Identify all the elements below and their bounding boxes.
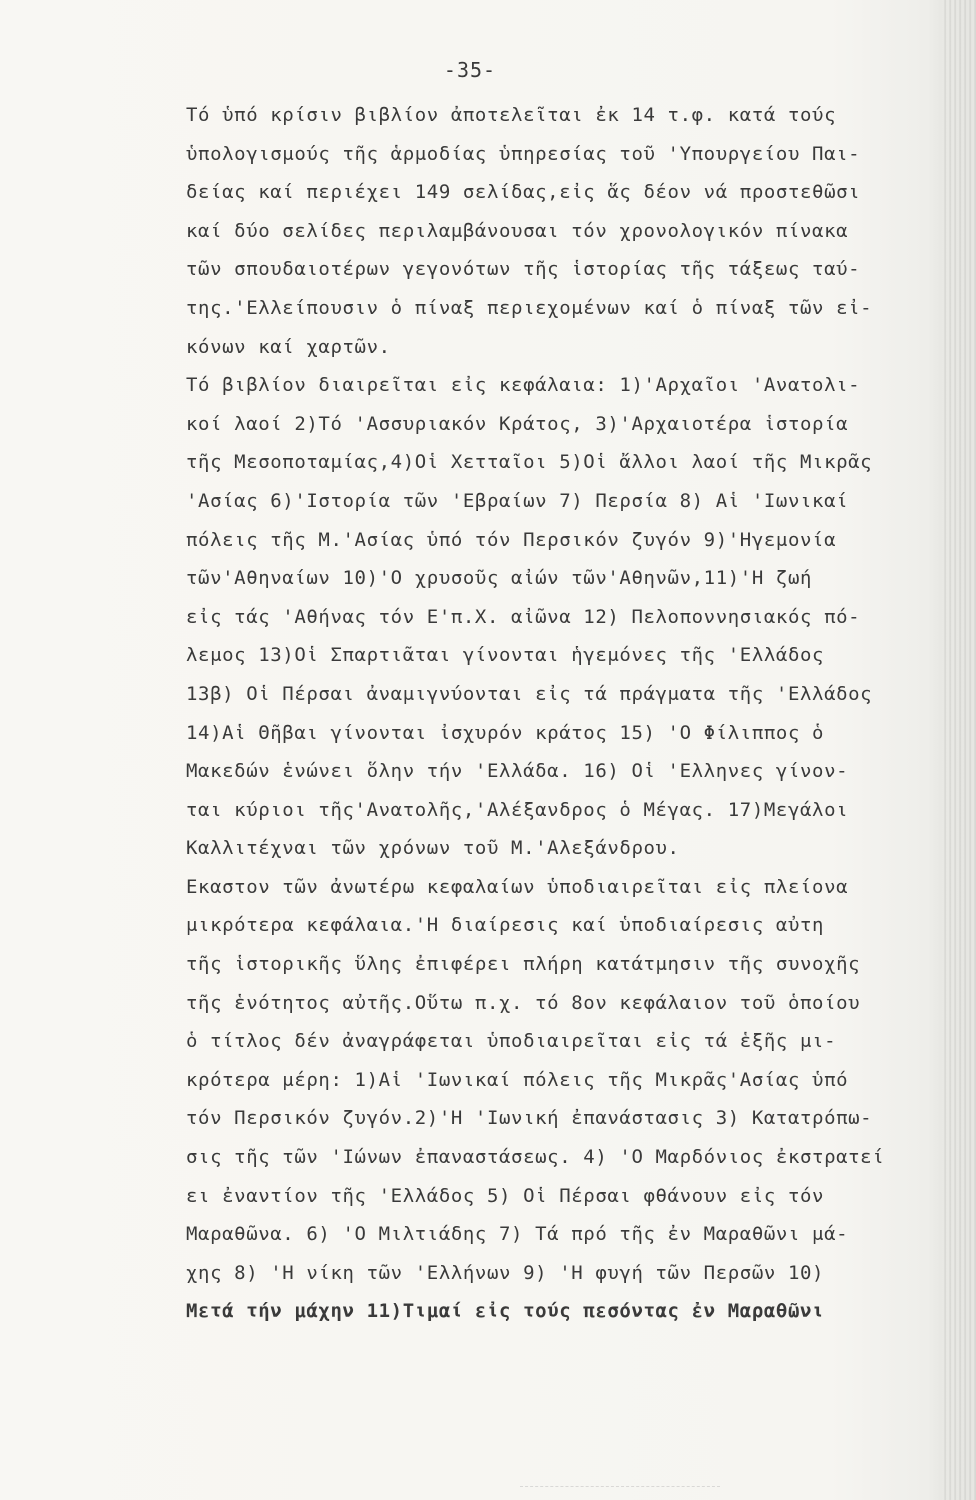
text-line: μικρότερα κεφάλαια.'Η διαίρεσις καί ὑποδιαίρεσις αὐτη	[186, 914, 825, 937]
text-line: Τό βιβλίον διαιρεῖται εἰς κεφάλαια: 1)'Αρχαῖοι 'Ανατολι-	[186, 374, 861, 397]
text-line: ὑπολογισμούς τῆς ἁρμοδίας ὑπηρεσίας τοῦ 'Υπουργείου Παι-	[186, 142, 861, 165]
page-number: -35-	[443, 58, 497, 82]
text-line: ει ἐναντίον τῆς 'Ελλάδος 5) Οἱ Πέρσαι φθάνουν εἰς τόν	[186, 1184, 825, 1207]
faint-bleed-through	[520, 1486, 720, 1497]
text-line: τῆς ἱστορικῆς ὕλης ἐπιφέρει πλήρη κατάτμησιν τῆς συνοχῆς	[186, 953, 861, 976]
text-line: τῆς Μεσοποταμίας,4)Οἱ Χετταῖοι 5)Οἱ ἄλλοι λαοί τῆς Μικρᾶς	[186, 451, 873, 474]
page-edge-shadow	[942, 0, 976, 1500]
text-line: Μετά τήν μάχην 11)Τιμαί εἰς τούς πεσόντας ἐν Μαραθῶνι	[186, 1300, 825, 1323]
text-line: Καλλιτέχναι τῶν χρόνων τοῦ Μ.'Αλεξάνδρου.	[186, 837, 680, 860]
text-line: σις τῆς τῶν 'Ιώνων ἐπαναστάσεως. 4) 'Ο Μαρδόνιος ἐκστρατεί	[186, 1146, 885, 1169]
text-line: πόλεις τῆς Μ.'Ασίας ὑπό τόν Περσικόν ζυγόν 9)'Ηγεμονία	[186, 528, 837, 551]
text-line: τῶν'Αθηναίων 10)'Ο χρυσοῦς αἰών τῶν'Αθηνῶν,11)'Η ζωή	[186, 567, 813, 590]
text-line: δείας καί περιέχει 149 σελίδας,εἰς ἅς δέον νά προστεθῶσι	[186, 181, 861, 204]
text-line: τῆς ἑνότητος αὐτῆς.Οὕτω π.χ. τό 8ον κεφάλαιον τοῦ ὁποίου	[186, 991, 861, 1014]
text-line: 13β) Οἱ Πέρσαι ἀναμιγνύονται εἰς τά πράγματα τῆς 'Ελλάδος	[186, 682, 873, 705]
body-text	[186, 96, 936, 1331]
text-line: 14)Αἱ Θῆβαι γίνονται ἰσχυρόν κράτος 15) 'Ο Φίλιππος ὁ	[186, 721, 825, 744]
text-line: χης 8) 'Η νίκη τῶν 'Ελλήνων 9) 'Η φυγή τῶν Περσῶν 10)	[186, 1261, 825, 1284]
text-line: κόνων καί χαρτῶν.	[186, 335, 391, 358]
text-line: Τό ὑπό κρίσιν βιβλίον ἀποτελεῖται ἐκ 14 τ.φ. κατά τούς	[186, 104, 837, 126]
text-line: κοί λαοί 2)Τό 'Ασσυριακόν Κράτος, 3)'Αρχαιοτέρα ἱστορία	[186, 412, 849, 435]
text-line: ὁ τίτλος δέν ἀναγράφεται ὑποδιαιρεῖται εἰς τά ἑξῆς μι-	[186, 1030, 837, 1053]
text-line: ται κύριοι τῆς'Ανατολῆς,'Αλέξανδρος ὁ Μέγας. 17)Μεγάλοι	[186, 798, 849, 821]
text-line: 'Ασίας 6)'Ιστορία τῶν 'Εβραίων 7) Περσία 8) Αἱ 'Ιωνικαί	[186, 489, 849, 512]
text-line: κρότερα μέρη: 1)Αἱ 'Ιωνικαί πόλεις τῆς Μικρᾶς'Ασίας ὑπό	[186, 1068, 849, 1091]
text-line: εἰς τάς 'Αθήνας τόν Ε'π.Χ. αἰῶνα 12) Πελοποννησιακός πό-	[186, 605, 861, 628]
text-line: τῶν σπουδαιοτέρων γεγονότων τῆς ἱστορίας τῆς τάξεως ταύ-	[186, 258, 861, 281]
text-line: Μακεδών ἑνώνει ὅλην τήν 'Ελλάδα. 16) Οἱ 'Ελληνες γίνον-	[186, 760, 849, 783]
text-line: Μαραθῶνα. 6) 'Ο Μιλτιάδης 7) Τά πρό τῆς ἐν Μαραθῶνι μά-	[186, 1223, 849, 1246]
text-line: της.'Ελλείπουσιν ὁ πίναξ περιεχομένων καί ὁ πίναξ τῶν εἰ-	[186, 296, 873, 319]
text-line: τόν Περσικόν ζυγόν.2)'Η 'Ιωνική ἐπανάστασις 3) Κατατρόπω-	[186, 1107, 873, 1130]
text-line: καί δύο σελίδες περιλαμβάνουσαι τόν χρονολογικόν πίνακα	[186, 219, 849, 242]
text-line: λεμος 13)Οἱ Σπαρτιᾶται γίνονται ἡγεμόνες τῆς 'Ελλάδος	[186, 644, 825, 667]
text-line: Εκαστον τῶν ἀνωτέρω κεφαλαίων ὑποδιαιρεῖται εἰς πλείονα	[186, 875, 849, 898]
